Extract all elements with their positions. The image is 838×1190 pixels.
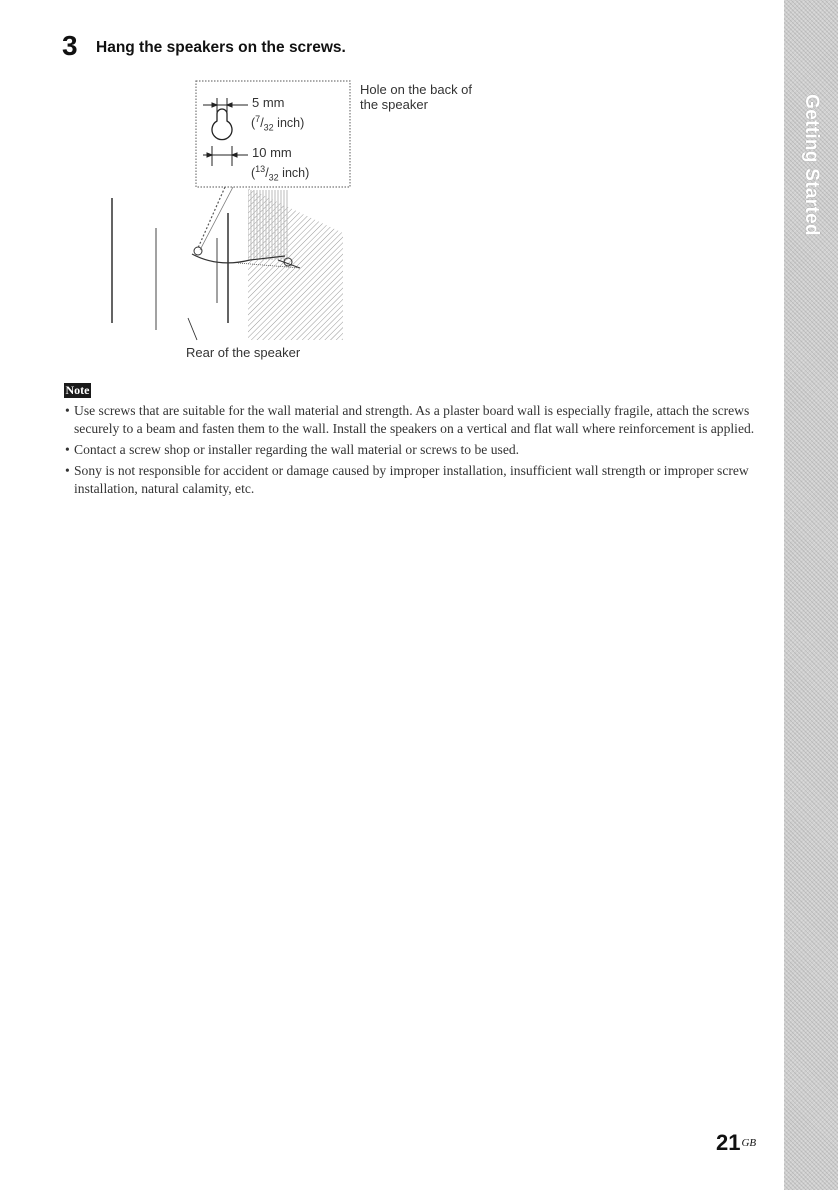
page-number-value: 21 — [716, 1130, 741, 1155]
dimension-5mm-label: 5 mm — [252, 95, 285, 110]
note-item: • Use screws that are suitable for the wall material and strength. As a plaster board wall is especially fragile, attach the screws securely to a beam and fasten them to the wall. Install the speakers on a vertical and flat wall where reinforcement is applied. — [64, 402, 764, 438]
keyhole-icon — [212, 109, 232, 140]
section-side-tab-label: Getting Started — [801, 94, 822, 236]
page-number — [716, 1130, 756, 1156]
dimension-10mm-marker — [203, 146, 248, 166]
note-item: • Sony is not responsible for accident or damage caused by improper installation, insufficient wall strength or improper screw installation, natural calamity, etc. — [64, 462, 764, 498]
step-title: Hang the speakers on the screws. — [96, 39, 346, 56]
page-number-suffix: GB — [741, 1137, 757, 1149]
dimension-5mm-marker — [203, 98, 248, 118]
dimension-10mm-label: 10 mm — [252, 145, 292, 160]
note-list — [64, 402, 764, 501]
speaker-mounting-figure — [100, 78, 500, 368]
callout-hole-line1: Hole on the back of — [360, 82, 473, 97]
dimension-5mm-inch-label: ($^7/_{32}$ inch) — [251, 114, 305, 133]
dimension-10mm-inch-label: ($^{13}/_{32}$ inch) — [251, 164, 310, 183]
step-number: 3 — [62, 30, 78, 61]
section-side-tab — [784, 0, 838, 1190]
callout-hole-line2: the speaker — [360, 97, 428, 112]
callout-rear-of-speaker: Rear of the speaker — [186, 345, 301, 360]
note-item: • Contact a screw shop or installer regarding the wall material or screws to be used. — [64, 441, 764, 459]
note-badge: Note — [65, 383, 90, 397]
